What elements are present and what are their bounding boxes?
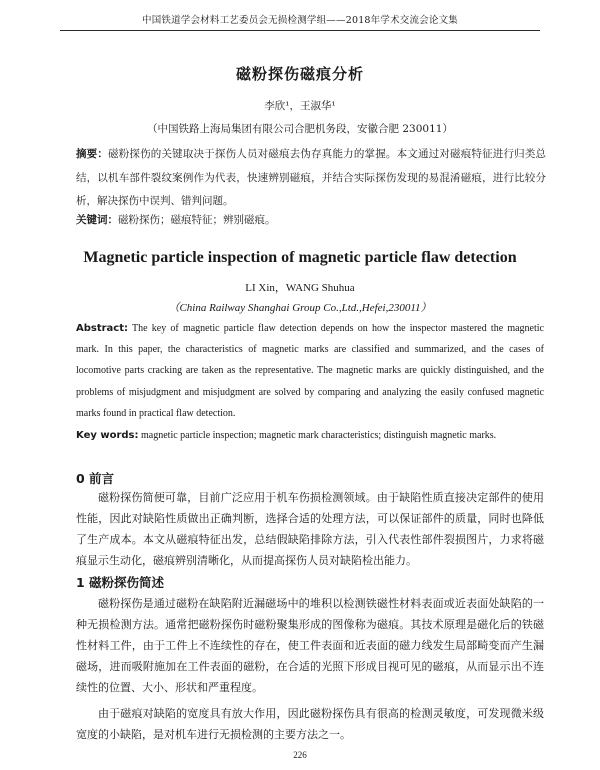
chinese-title: 磁粉探伤磁痕分析 xyxy=(235,65,364,83)
english-abstract-text: The key of magnetic particle flaw detection depends on how the inspector mastered the magnetic mark. In this paper, the characteristics of magnetic marks are classified and summarized, and the cases of locomotive parts cracking are taken as the representative. The magnetic marks are quickly distinguished, and the problems of misjudgment and misjudgment are solved by comparing and analyzing the easily confused magnetic marks found in practical flaw detection. xyxy=(76,323,544,419)
chinese-keywords-label: 关键词： xyxy=(76,214,118,226)
chinese-keywords xyxy=(76,212,546,227)
body-paragraph: 磁粉探伤简便可靠，目前广泛应用于机车伤损检测领域。由于缺陷性质直接决定部件的使用性能，因此对缺陷性质做出正确判断，选择合适的处理方法，可以保证部件的质量，同时也降低了生产成本。本文从磁痕特征出发，总结假缺陷排除方法，引入代表性部件裂损图片，力求将磁痕显示生动化，磁痕辨别清晰化，从而提高探伤人员对缺陷检出能力。 xyxy=(76,491,544,567)
running-head: 中国铁道学会材料工艺委员会无损检测学组——2018年学术交流会论文集 xyxy=(60,12,540,31)
english-title: Magnetic particle inspection of magnetic particle flaw detection xyxy=(83,249,517,266)
english-authors: LI Xin，WANG Shuhua xyxy=(245,282,355,294)
english-abstract xyxy=(76,318,544,424)
body-paragraph: 磁粉探伤是通过磁粉在缺陷附近漏磁场中的堆积以检测铁磁性材料表面或近表面处缺陷的一种无损检测方法。通常把磁粉探伤时磁粉聚集形成的图像称为磁痕。其技术原理是磁化后的铁磁性材料工件，由于工件上不连续性的存在，使工件表面和近表面的磁力线发生局部畸变而产生漏磁场，进而吸附施加在工件表面的磁粉，在合适的光照下形成目视可见的磁痕，从而显示出不连续性的位置、大小、形状和严重程度。 xyxy=(76,597,544,694)
page-number: 226 xyxy=(293,750,307,760)
chinese-affiliation: （中国铁路上海局集团有限公司合肥机务段，安徽合肥 230011） xyxy=(147,123,453,135)
section-heading-introduction: 0 前言 xyxy=(76,471,115,486)
english-keywords-label: Key words: xyxy=(76,430,139,441)
chinese-abstract xyxy=(76,143,546,214)
section-heading-overview: 1 磁粉探伤简述 xyxy=(76,575,165,590)
body-paragraph: 由于磁痕对缺陷的宽度具有放大作用，因此磁粉探伤具有很高的检测灵敏度，可发现微米级宽度的小缺陷，是对机车进行无损检测的主要方法之一。 xyxy=(76,707,544,741)
chinese-abstract-label: 摘要： xyxy=(76,148,109,160)
english-keywords-text: magnetic particle inspection; magnetic mark characteristics; distinguish magnetic marks. xyxy=(141,430,497,441)
english-keywords xyxy=(76,428,544,444)
english-affiliation: （China Railway Shanghai Group Co.,Ltd.,Hefei,230011） xyxy=(168,302,432,314)
chinese-authors: 李欣¹，王淑华¹ xyxy=(264,100,336,112)
english-abstract-label: Abstract: xyxy=(76,323,129,334)
chinese-abstract-text: 磁粉探伤的关键取决于探伤人员对磁痕去伪存真能力的掌握。本文通过对磁痕特征进行归类总结，以机车部件裂纹案例作为代表，快速辨别磁痕，并结合实际探伤发现的易混淆磁痕，进行比较分析，解决探伤中误判、错判问题。 xyxy=(76,148,547,207)
chinese-keywords-text: 磁粉探伤；磁痕特征；辨别磁痕。 xyxy=(118,214,276,226)
